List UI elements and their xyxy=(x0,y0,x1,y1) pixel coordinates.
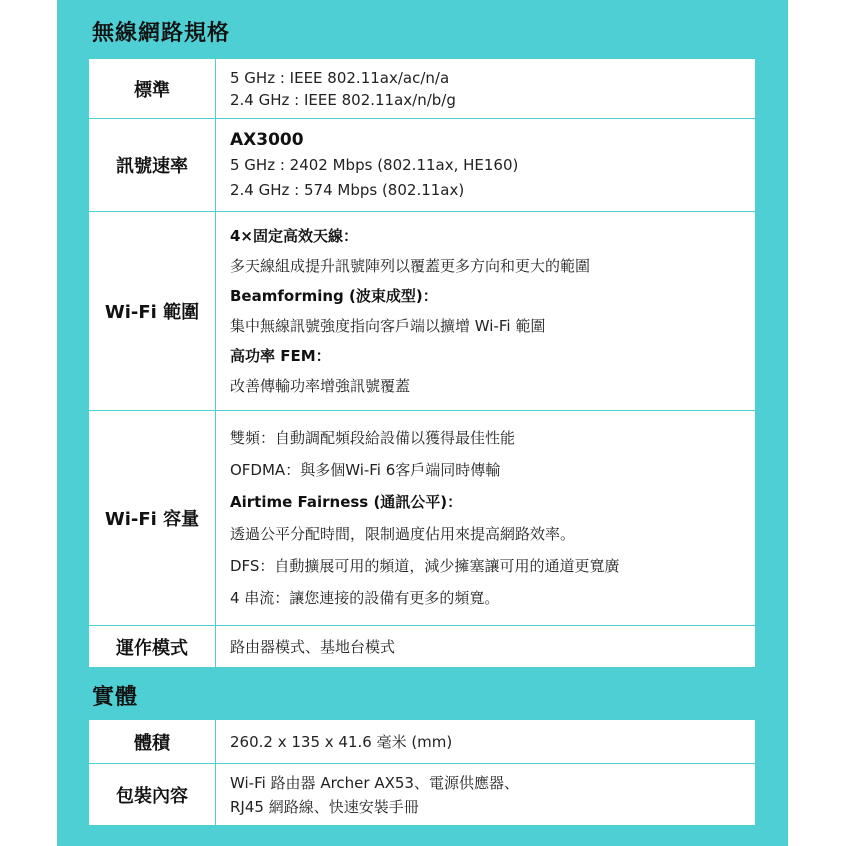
spec-line: 高功率 FEM： xyxy=(230,347,331,365)
spec-value xyxy=(216,764,756,826)
spec-row-package xyxy=(89,764,756,826)
spec-line: 5 GHz : IEEE 802.11ax/ac/n/a xyxy=(230,68,450,87)
spec-line: 多天線組成提升訊號陣列以覆蓋更多方向和更大的範圍 xyxy=(230,257,591,275)
spec-value xyxy=(216,59,756,119)
spec-line: 2.4 GHz : 574 Mbps (802.11ax) xyxy=(230,180,465,199)
wireless-spec-table xyxy=(88,58,756,668)
spec-line: Beamforming (波束成型)： xyxy=(230,287,438,305)
spec-label: 訊號速率 xyxy=(89,119,216,212)
spec-line: 4×固定高效天線： xyxy=(230,227,359,245)
spec-line: 改善傳輸功率增強訊號覆蓋 xyxy=(230,377,411,395)
spec-line: 5 GHz : 2402 Mbps (802.11ax, HE160) xyxy=(230,155,519,174)
spec-value xyxy=(216,411,756,626)
spec-label: Wi-Fi 範圍 xyxy=(89,212,216,411)
spec-line: DFS：自動擴展可用的頻道，減少擁塞讓可用的通道更寬廣 xyxy=(230,557,620,575)
section-title-wireless: 無線網路規格 xyxy=(92,21,231,46)
spec-row-speed xyxy=(89,119,756,212)
spec-label: 標準 xyxy=(89,59,216,119)
spec-line: 路由器模式、基地台模式 xyxy=(230,638,396,656)
spec-line: Airtime Fairness (通訊公平)： xyxy=(230,493,463,511)
spec-row-range xyxy=(89,212,756,411)
spec-line: 雙頻：自動調配頻段給設備以獲得最佳性能 xyxy=(230,429,516,447)
spec-line: Wi-Fi 路由器 Archer AX53、電源供應器、 xyxy=(230,773,519,792)
spec-line: AX3000 xyxy=(230,129,304,150)
spec-row-mode xyxy=(89,626,756,668)
spec-label: Wi-Fi 容量 xyxy=(89,411,216,626)
physical-spec-table xyxy=(88,719,756,826)
spec-line: RJ45 網路線、快速安裝手冊 xyxy=(230,797,419,816)
spec-value xyxy=(216,119,756,212)
spec-line: 2.4 GHz : IEEE 802.11ax/n/b/g xyxy=(230,90,456,109)
spec-value xyxy=(216,626,756,668)
spec-line: 透過公平分配時間，限制過度佔用來提高網路效率。 xyxy=(230,525,576,543)
spec-label: 體積 xyxy=(89,720,216,764)
spec-value xyxy=(216,720,756,764)
spec-label: 包裝內容 xyxy=(89,764,216,826)
spec-row-dimensions xyxy=(89,720,756,764)
section-title-physical: 實體 xyxy=(92,685,139,710)
spec-line: 260.2 x 135 x 41.6 毫米 (mm) xyxy=(230,733,453,751)
spec-label: 運作模式 xyxy=(89,626,216,668)
spec-row-standard xyxy=(89,59,756,119)
spec-row-capacity xyxy=(89,411,756,626)
spec-line: 集中無線訊號強度指向客戶端以擴增 Wi-Fi 範圍 xyxy=(230,317,546,335)
spec-line: OFDMA：與多個Wi-Fi 6客戶端同時傳輸 xyxy=(230,461,501,479)
spec-value xyxy=(216,212,756,411)
spec-line: 4 串流：讓您連接的設備有更多的頻寬。 xyxy=(230,589,500,607)
